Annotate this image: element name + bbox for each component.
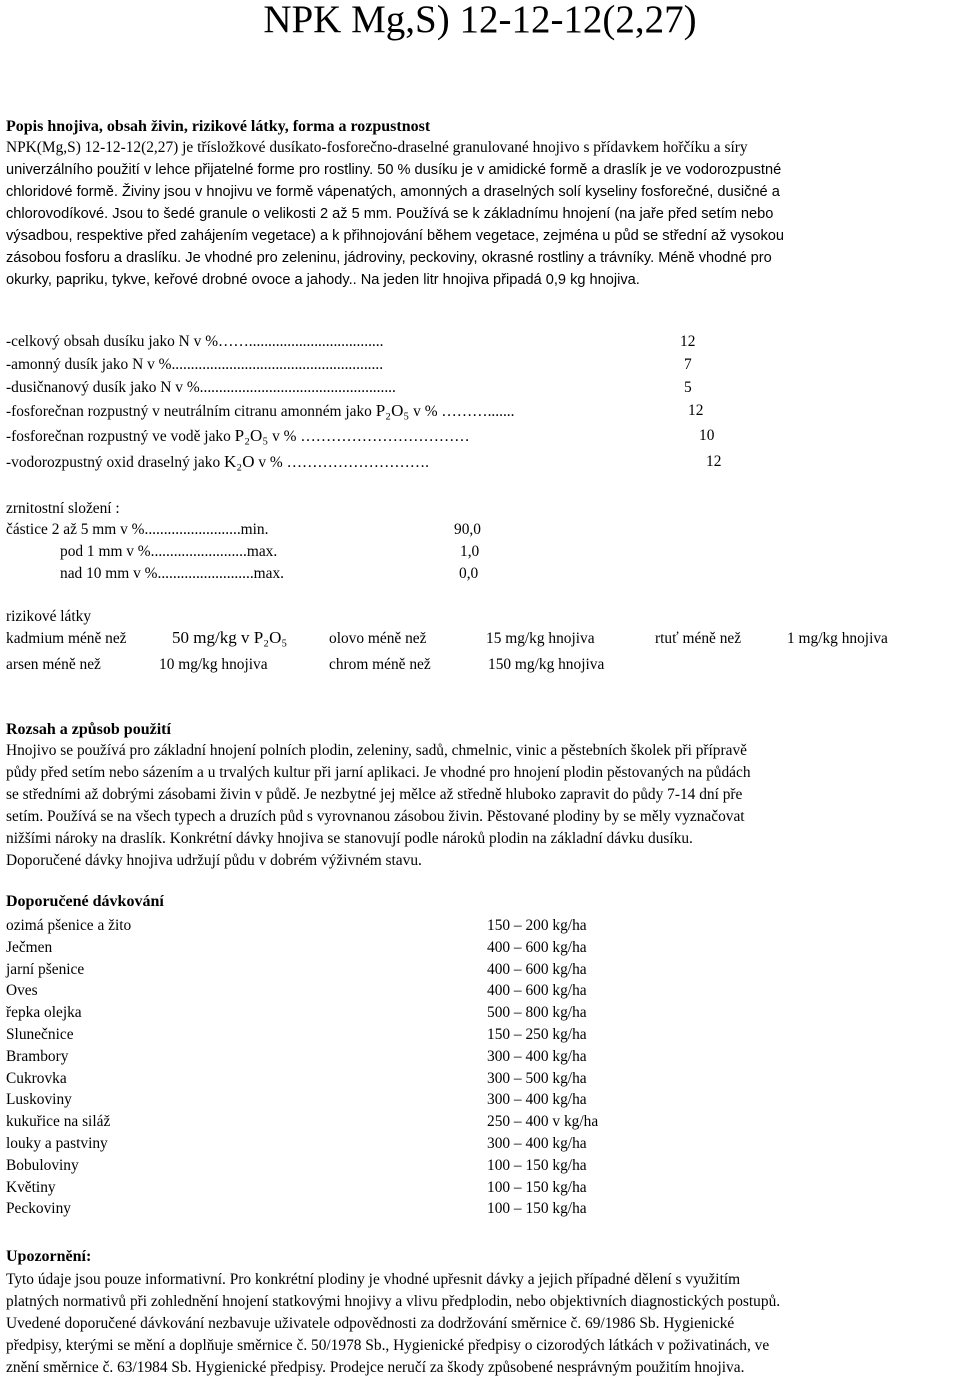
nutrient-dots: ………………………. (286, 454, 429, 471)
granulometry-label: částice 2 až 5 mm v % (6, 521, 145, 538)
nutrient-value: 12 (680, 333, 696, 350)
risk-value: 150 mg/kg hnojiva (488, 656, 605, 673)
description-line: chlorovodíkové. Jsou to šedé granule o velikosti 2 až 5 mm. Používá se k základnímu hnojení (na jaře před setím nebo (6, 206, 774, 222)
risk-label: arsen méně než (6, 656, 101, 673)
nutrient-row (6, 451, 429, 474)
nutrient-value: 12 (706, 453, 722, 470)
dosage-value: 300 – 400 kg/ha (487, 1091, 587, 1109)
risk-label: olovo méně než (329, 630, 427, 647)
dosage-value: 150 – 200 kg/ha (487, 917, 587, 934)
nutrient-dots: ………....... (441, 403, 515, 420)
dosage-crop: Brambory (6, 1047, 69, 1065)
dosage-value: 400 – 600 kg/ha (487, 938, 587, 956)
granulometry-value: 1,0 (460, 543, 480, 560)
dosage-crop: kukuřice na siláž (6, 1113, 111, 1131)
dosage-value: 150 – 250 kg/ha (487, 1026, 587, 1043)
granulometry-dots: ......................... (144, 521, 241, 538)
dosage-value: 100 – 150 kg/ha (487, 1156, 587, 1174)
granulometry-row (6, 519, 268, 541)
notice-paragraph (6, 1269, 780, 1379)
granulometry-dots: ......................... (150, 543, 247, 560)
nutrient-label: -dusičnanový dusík jako N v % (6, 379, 200, 396)
risk-value: 10 mg/kg hnojiva (159, 656, 268, 673)
notice-line: platných normativů při zohlednění hnojení statkovými hnojivy a vlivu předplodin, nebo objektivních diagnostických postupů. (6, 1293, 781, 1310)
description-line: okurky, papriku, tykve, keřové drobné ovoce a jahody.. Na jeden litr hnojiva připadá 0,9 kg hnojiva. (6, 272, 640, 288)
dosage-crop: Slunečnice (6, 1026, 74, 1043)
nutrient-unit: v % (413, 403, 438, 420)
granulometry-row (60, 541, 277, 563)
description-line: výsadbou, respektive před zahájením vegetace) a k přihnojování během vegetace, zejména u půd se střední až vysokou (6, 228, 784, 244)
description-line: NPK(Mg,S) 12-12-12(2,27) je třísložkové dusíkato-fosforečno-draselné granulované hnojivo s přídavkem hořčíku a síry (6, 139, 748, 156)
nutrient-dots: ....................................................... (171, 356, 384, 373)
nutrient-value: 5 (684, 379, 692, 396)
section-heading-description: Popis hnojiva, obsah živin, rizikové látky, forma a rozpustnost (6, 118, 431, 135)
chemical-formula: K₂O (224, 452, 255, 471)
notice-line: Uvedené doporučené dávkování nezbavuje uživatele odpovědnosti za dodržování směrnice č. 69/1986 Sb. Hygienické (6, 1315, 735, 1332)
dosage-value: 300 – 400 kg/ha (487, 1047, 587, 1065)
page-title: NPK Mg,S) 12-12-12(2,27) (263, 0, 697, 41)
dosage-value: 300 – 500 kg/ha (487, 1069, 587, 1087)
dosage-crop: louky a pastviny (6, 1135, 108, 1152)
nutrient-unit: v % (272, 428, 297, 445)
nutrient-value: 7 (684, 356, 692, 373)
nutrient-unit: v % (258, 454, 283, 471)
chemical-formula: P₂O₅ (375, 401, 410, 420)
dosage-value: 300 – 400 kg/ha (487, 1135, 587, 1152)
dosage-value: 500 – 800 kg/ha (487, 1004, 587, 1022)
granulometry-row (60, 563, 284, 585)
description-line: zásobou fosforu a draslíku. Je vhodné pro zeleninu, jádroviny, peckoviny, okrasné rostliny a trávníky. Méně vhodné pro (6, 250, 772, 266)
dosage-value: 100 – 150 kg/ha (487, 1200, 587, 1218)
nutrient-label: -celkový obsah dusíku jako N v % (6, 333, 219, 350)
nutrient-dots: …………………………… (300, 428, 470, 445)
nutrient-dots: ................................................... (199, 379, 396, 396)
risk-value: 1 mg/kg hnojiva (787, 630, 888, 647)
nutrient-row (6, 425, 470, 448)
nutrient-label: -fosforečnan rozpustný v neutrálním citranu amonném jako (6, 403, 372, 420)
granulometry-kind: max. (253, 565, 285, 582)
dosage-crop: Oves (6, 982, 38, 1000)
nutrient-label: -amonný dusík jako N v % (6, 356, 172, 373)
dosage-crop: řepka olejka (6, 1004, 82, 1022)
usage-paragraph (6, 740, 751, 872)
usage-line: nižšími nároky na draslík. Konkrétní dávky hnojiva se stanovují podle nároků plodin na základní dávku dusíku. (6, 830, 693, 847)
dosage-crop: Bobuloviny (6, 1156, 79, 1174)
granulometry-dots: ......................... (157, 565, 254, 582)
dosage-crop: Luskoviny (6, 1091, 72, 1109)
usage-line: se středními až dobrými zásobami živin v půdě. Je nezbytné jej mělce až středně hluboko zapravit do půdy 7-14 dní pře (6, 786, 743, 803)
dosage-crop: Ječmen (6, 938, 53, 956)
dosage-value: 400 – 600 kg/ha (487, 982, 587, 1000)
notice-line: Tyto údaje jsou pouze informativní. Pro konkrétní plodiny je vhodné upřesnit dávky a jejich případné dělení s využitím (6, 1271, 741, 1288)
dosage-crop: Květiny (6, 1178, 56, 1196)
dosage-crop: jarní pšenice (6, 960, 85, 978)
dosage-crop: Peckoviny (6, 1200, 71, 1218)
description-line: univerzálního použití v lehce přijatelné forme pro rostliny. 50 % dusíku je v amidické formě a draslík je ve vodorozpustné (6, 162, 782, 178)
risks-heading: rizikové látky (6, 608, 92, 625)
risk-label: rtuť méně než (655, 630, 742, 647)
nutrient-dots: ……................................... (218, 333, 384, 350)
granulometry-label: pod 1 mm v % (60, 543, 151, 560)
section-heading-notice: Upozornění: (6, 1248, 92, 1265)
granulometry-kind: min. (240, 521, 269, 538)
notice-line: předpisy, kterými se mění a doplňuje směrnice č. 50/1978 Sb., Hygienické předpisy o cizorodých látkách v poživatinách, ve (6, 1337, 770, 1354)
usage-line: setím. Používá se na všech typech a druzích půd s vyrovnanou zásobou živin. Pěstované plodiny by se měly vyznačovat (6, 808, 745, 825)
chemical-formula: P₂O₅ (234, 426, 269, 445)
nutrient-label: -fosforečnan rozpustný ve vodě jako (6, 428, 231, 445)
granulometry-label: nad 10 mm v % (60, 565, 158, 582)
nutrient-row (6, 354, 383, 376)
risk-label: kadmium méně než (6, 630, 127, 647)
granulometry-value: 90,0 (454, 521, 481, 538)
risk-label: chrom méně než (329, 656, 431, 673)
granulometry-heading: zrnitostní složení : (6, 500, 120, 517)
risk-value: 50 mg/kg v P₂O₅ (172, 628, 288, 647)
nutrient-row (6, 377, 396, 399)
notice-line: znění směrnice č. 63/1984 Sb. Hygienické předpisy. Prodejce neručí za škody způsobené nesprávným použitím hnojiva. (6, 1359, 745, 1376)
description-paragraph (6, 137, 784, 291)
dosage-value: 250 – 400 v kg/ha (487, 1113, 599, 1131)
nutrient-label: -vodorozpustný oxid draselný jako (6, 454, 221, 471)
granulometry-kind: max. (246, 543, 278, 560)
dosage-value: 400 – 600 kg/ha (487, 960, 587, 978)
usage-line: Doporučené dávky hnojiva udržují půdu v dobrém výživném stavu. (6, 852, 422, 869)
nutrient-value: 12 (688, 402, 704, 419)
risk-value: 15 mg/kg hnojiva (486, 630, 595, 647)
dosage-value: 100 – 150 kg/ha (487, 1178, 587, 1196)
section-heading-usage: Rozsah a způsob použití (6, 721, 171, 738)
dosage-crop: ozimá pšenice a žito (6, 917, 132, 934)
granulometry-value: 0,0 (459, 565, 479, 582)
nutrient-value: 10 (699, 427, 715, 444)
description-line: chloridové formě. Živiny jsou v hnojivu ve formě vápenatých, amonných a draselných solí kyseliny fosforečné, dusičné a (6, 184, 780, 200)
section-heading-dosage: Doporučené dávkování (6, 893, 164, 910)
nutrient-row (6, 400, 515, 423)
usage-line: půdy před setím nebo sázením a u trvalých kultur při jarní aplikaci. Je vhodné pro hnojení plodin pěstovaných na půdách (6, 764, 751, 781)
nutrient-row (6, 331, 383, 353)
dosage-crop: Cukrovka (6, 1069, 67, 1087)
usage-line: Hnojivo se používá pro základní hnojení polních plodin, zeleniny, sadů, chmelnic, vinic a pěstebních školek při přípravě (6, 742, 747, 759)
